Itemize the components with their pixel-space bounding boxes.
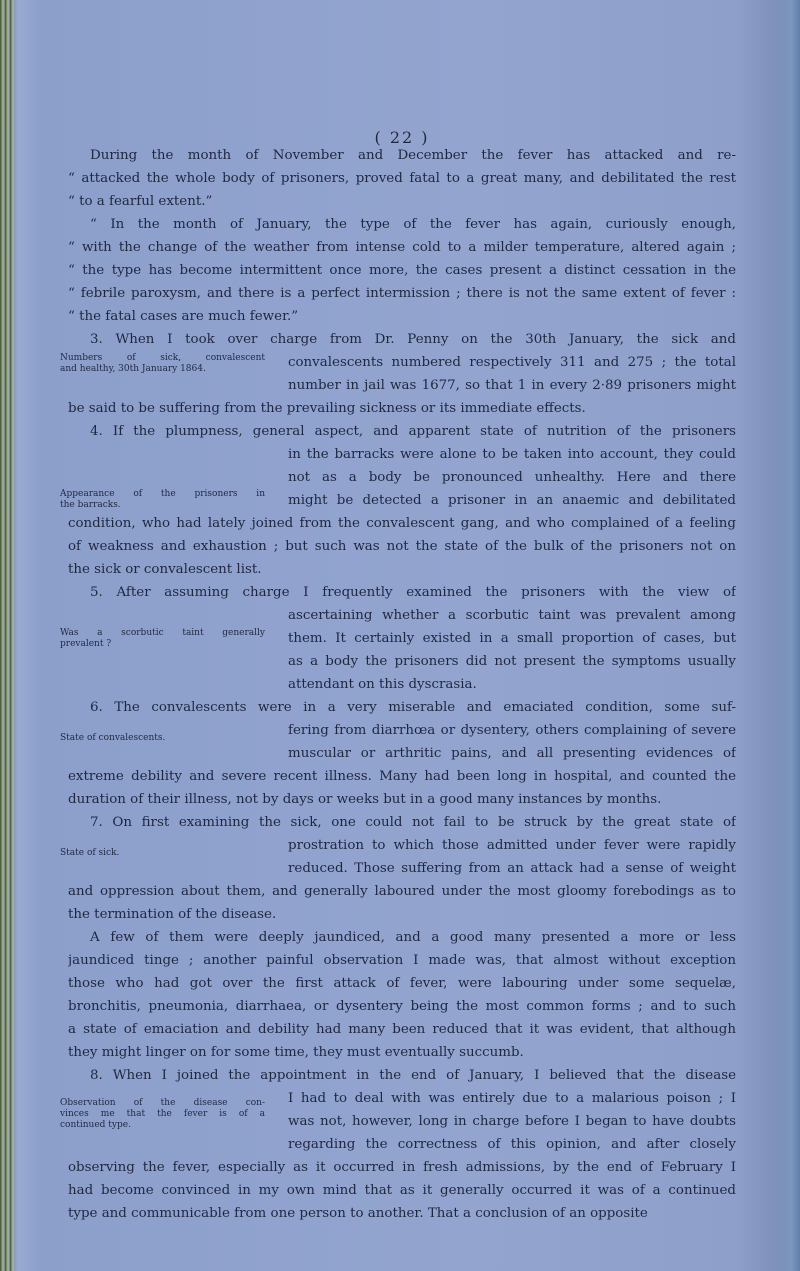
paragraph-6 xyxy=(68,696,736,811)
text-line: “ to a fearful extent.” xyxy=(68,194,213,209)
paragraph-1 xyxy=(68,144,736,213)
text-line: 6. The convalescents were in a very miserable and emaciated condition, some suf- xyxy=(90,700,736,715)
side-note-appearance: Appearance of the prisoners in the barracks. xyxy=(60,489,265,510)
page-right-edge xyxy=(778,0,800,1271)
page-number: ( 22 ) xyxy=(374,128,430,147)
text-line: fering from diarrhœa or dysentery, others complaining of severe xyxy=(288,723,736,738)
text-line: those who had got over the first attack of fever, were labouring under some sequelæ, xyxy=(68,976,736,991)
text-line: prostration to which those admitted under fever were rapidly xyxy=(288,838,736,853)
side-note-observation: Observation of the disease con- vinces me that the fever is of a continued type. xyxy=(60,1098,265,1130)
text-line: jaundiced tinge ; another painful observation I made was, that almost without exception xyxy=(68,953,736,968)
text-line: not as a body be pronounced unhealthy. Here and there xyxy=(288,470,736,485)
text-line: I had to deal with was entirely due to a malarious poison ; I xyxy=(288,1091,736,1106)
text-line: “ the type has become intermittent once more, the cases present a distinct cessation in the xyxy=(68,263,736,278)
text-line: number in jail was 1677, so that 1 in every 2·89 prisoners might xyxy=(288,378,736,393)
side-note-convalescents: State of convalescents. xyxy=(60,733,166,743)
text-line: type and communicable from one person to another. That a conclusion of an opposite xyxy=(68,1206,648,1221)
text-line: extreme debility and severe recent illness. Many had been long in hospital, and counted the xyxy=(68,769,736,784)
text-line: “ with the change of the weather from intense cold to a milder temperature, altered again ; xyxy=(68,240,736,255)
text-line: regarding the correctness of this opinion, and after closely xyxy=(288,1137,736,1152)
text-line: had become convinced in my own mind that as it generally occurred it was of a continued xyxy=(68,1183,736,1198)
text-line: be said to be suffering from the prevailing sickness or its immediate effects. xyxy=(68,401,586,416)
text-line: A few of them were deeply jaundiced, and a good many presented a more or less xyxy=(90,930,736,945)
book-spine-edge xyxy=(0,0,14,1271)
text-line: as a body the prisoners did not present the symptoms usually xyxy=(288,654,736,669)
text-line: 7. On first examining the sick, one could not fail to be struck by the great state of xyxy=(90,815,736,830)
text-line: “ In the month of January, the type of the fever has again, curiously enough, xyxy=(90,217,736,232)
text-line: 8. When I joined the appointment in the end of January, I believed that the disease xyxy=(90,1068,736,1083)
paragraph-2 xyxy=(68,213,736,328)
paragraph-8 xyxy=(68,926,736,1064)
text-line: bronchitis, pneumonia, diarrhaea, or dysentery being the most common forms ; and to such xyxy=(68,999,736,1014)
text-line: of weakness and exhaustion ; but such was not the state of the bulk of the prisoners not on xyxy=(68,539,736,554)
text-line: the termination of the disease. xyxy=(68,907,277,922)
side-note-sick: State of sick. xyxy=(60,848,120,858)
side-note-numbers-of-sick: Numbers of sick, convalescent and healthy, 30th January 1864. xyxy=(60,353,265,374)
text-line: 3. When I took over charge from Dr. Penny on the 30th January, the sick and xyxy=(90,332,736,347)
text-line: “ the fatal cases are much fewer.” xyxy=(68,309,299,324)
text-line: attendant on this dyscrasia. xyxy=(288,677,477,692)
text-line: the sick or convalescent list. xyxy=(68,562,262,577)
text-line: 4. If the plumpness, general aspect, and apparent state of nutrition of the prisoners xyxy=(90,424,736,439)
text-line: in the barracks were alone to be taken into account, they could xyxy=(288,447,736,462)
text-line: and oppression about them, and generally laboured under the most gloomy forebodings as to xyxy=(68,884,736,899)
text-line: they might linger on for some time, they must eventually succumb. xyxy=(68,1045,524,1060)
text-line: them. It certainly existed in a small proportion of cases, but xyxy=(288,631,736,646)
text-line: “ febrile paroxysm, and there is a perfect intermission ; there is not the same extent of fever : xyxy=(68,286,736,301)
text-line: might be detected a prisoner in an anaemic and debilitated xyxy=(288,493,736,508)
text-line: convalescents numbered respectively 311 and 275 ; the total xyxy=(288,355,736,370)
text-line: 5. After assuming charge I frequently examined the prisoners with the view of xyxy=(90,585,736,600)
text-line: reduced. Those suffering from an attack had a sense of weight xyxy=(288,861,736,876)
text-line: muscular or arthritic pains, and all presenting evidences of xyxy=(288,746,736,761)
paragraph-9 xyxy=(68,1064,736,1225)
text-line: a state of emaciation and debility had many been reduced that it was evident, that although xyxy=(68,1022,736,1037)
text-line: was not, however, long in charge before I began to have doubts xyxy=(288,1114,736,1129)
text-line: ascertaining whether a scorbutic taint was prevalent among xyxy=(288,608,736,623)
side-note-scorbutic-taint: Was a scorbutic taint generally prevalent ? xyxy=(60,628,265,649)
text-line: During the month of November and December the fever has attacked and re- xyxy=(90,148,736,163)
text-line: observing the fever, especially as it occurred in fresh admissions, by the end of February I xyxy=(68,1160,736,1175)
document-page xyxy=(60,0,736,1271)
text-line: “ attacked the whole body of prisoners, proved fatal to a great many, and debilitated the rest xyxy=(68,171,736,186)
paragraph-7 xyxy=(68,811,736,926)
text-line: duration of their illness, not by days or weeks but in a good many instances by months. xyxy=(68,792,662,807)
text-line: condition, who had lately joined from the convalescent gang, and who complained of a feeling xyxy=(68,516,736,531)
